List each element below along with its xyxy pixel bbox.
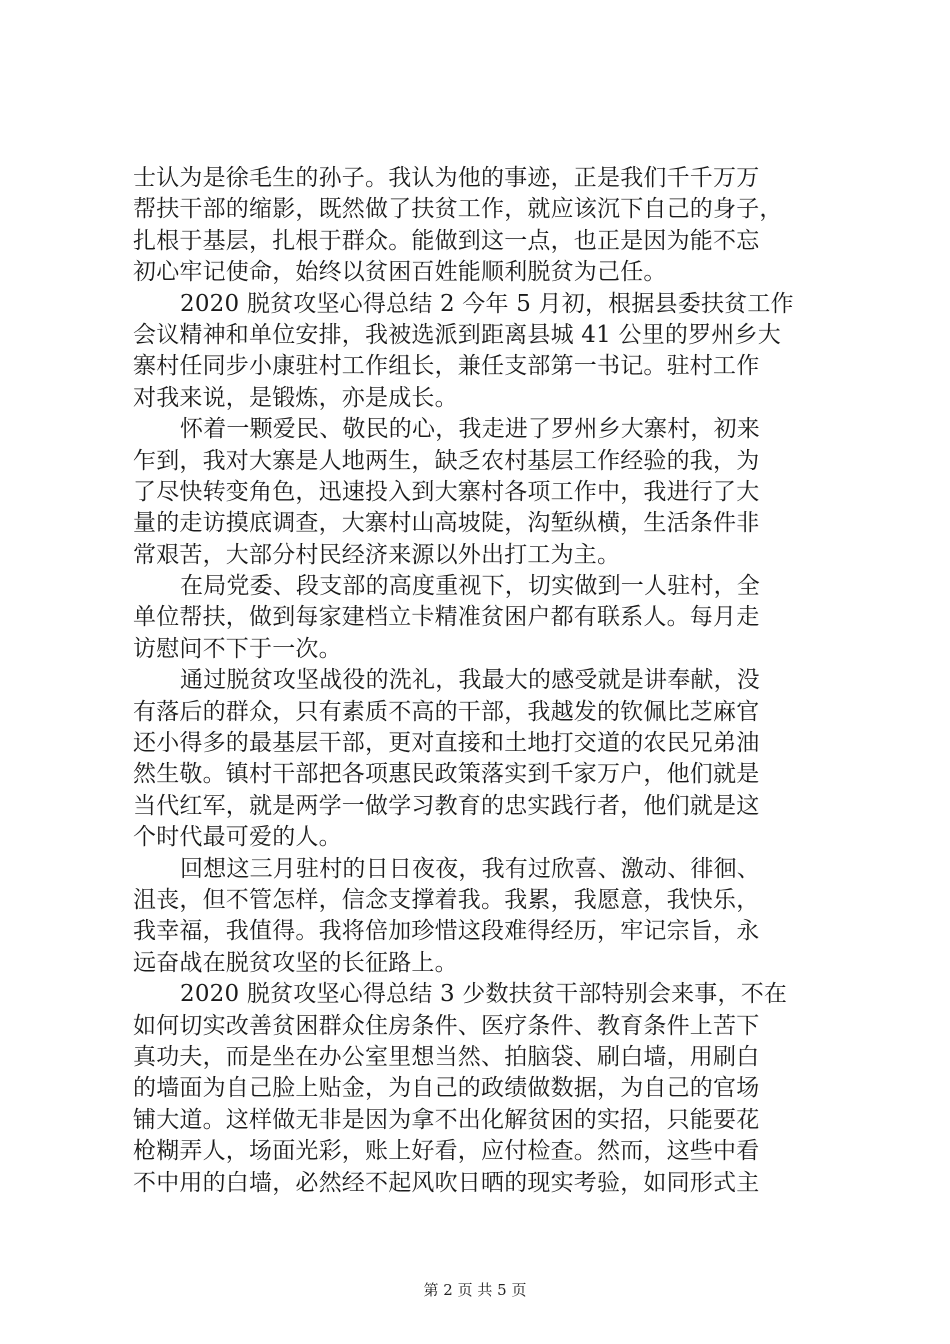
paragraph-first-line: 怀着一颗爱民、敬民的心，我走进了罗州乡大寨村，初来	[180, 416, 760, 443]
text-line: 个时代最可爱的人。	[133, 824, 342, 851]
text-line: 了尽快转变角色，迅速投入到大寨村各项工作中，我进行了大	[133, 478, 760, 505]
text-line: 扎根于基层，扎根于群众。能做到这一点，也正是因为能不忘	[133, 227, 760, 254]
text-line: 沮丧，但不管怎样，信念支撑着我。我累，我愿意，我快乐，	[133, 886, 760, 913]
text-line: 寨村任同步小康驻村工作组长，兼任支部第一书记。驻村工作	[133, 353, 760, 380]
paragraph-first-line: 回想这三月驻村的日日夜夜，我有过欣喜、激动、徘徊、	[180, 855, 760, 882]
text-line: 士认为是徐毛生的孙子。我认为他的事迹，正是我们千千万万	[133, 165, 760, 191]
text-line: 不中用的白墙，必然经不起风吹日晒的现实考验，如同形式主	[133, 1169, 760, 1196]
text-line: 帮扶干部的缩影，既然做了扶贫工作，就应该沉下自己的身子，	[133, 196, 783, 223]
text-line: 我幸福，我值得。我将倍加珍惜这段难得经历，牢记宗旨，永	[133, 918, 760, 945]
text-line: 枪糊弄人，场面光彩，账上好看，应付检查。然而，这些中看	[133, 1138, 760, 1165]
paragraph-first-line: 通过脱贫攻坚战役的洗礼，我最大的感受就是讲奉献，没	[180, 667, 760, 694]
text-line: 单位帮扶，做到每家建档立卡精准贫困户都有联系人。每月走	[133, 604, 760, 631]
text-line: 远奋战在脱贫攻坚的长征路上。	[133, 949, 458, 976]
document-body	[133, 163, 833, 1199]
text-line: 还小得多的最基层干部，更对直接和土地打交道的农民兄弟油	[133, 730, 760, 757]
text-line: 真功夫，而是坐在办公室里想当然、拍脑袋、刷白墙，用刷白	[133, 1043, 760, 1070]
text-line: 铺大道。这样做无非是因为拿不出化解贫困的实招，只能要花	[133, 1106, 760, 1133]
text-line: 访慰问不下于一次。	[133, 635, 342, 662]
text-line: 乍到，我对大寨是人地两生，缺乏农村基层工作经验的我，为	[133, 447, 760, 474]
text-line: 会议精神和单位安排，我被选派到距离县城 41 公里的罗州乡大	[133, 321, 781, 348]
text-line: 量的走访摸底调查，大寨村山高坡陡，沟堑纵横，生活条件非	[133, 510, 760, 537]
paragraph-first-line: 2020 脱贫攻坚心得总结 2 今年 5 月初，根据县委扶贫工作	[180, 290, 794, 317]
text-line: 如何切实改善贫困群众住房条件、医疗条件、教育条件上苦下	[133, 1012, 760, 1039]
text-line: 然生敬。镇村干部把各项惠民政策落实到千家万户，他们就是	[133, 761, 760, 788]
text-line: 有落后的群众，只有素质不高的干部，我越发的钦佩比芝麻官	[133, 698, 760, 725]
paragraph-first-line: 2020 脱贫攻坚心得总结 3 少数扶贫干部特别会来事，不在	[180, 981, 788, 1008]
paragraph-first-line: 在局党委、段支部的高度重视下，切实做到一人驻村，全	[180, 573, 760, 600]
page-footer: 第 2 页 共 5 页	[423, 1281, 527, 1299]
text-line: 对我来说，是锻炼，亦是成长。	[133, 384, 458, 411]
text-line: 初心牢记使命，始终以贫困百姓能顺利脱贫为己任。	[133, 259, 667, 286]
text-line: 的墙面为自己脸上贴金，为自己的政绩做数据，为自己的官场	[133, 1075, 760, 1102]
text-line: 常艰苦，大部分村民经济来源以外出打工为主。	[133, 541, 621, 568]
text-line: 当代红军，就是两学一做学习教育的忠实践行者，他们就是这	[133, 792, 760, 819]
